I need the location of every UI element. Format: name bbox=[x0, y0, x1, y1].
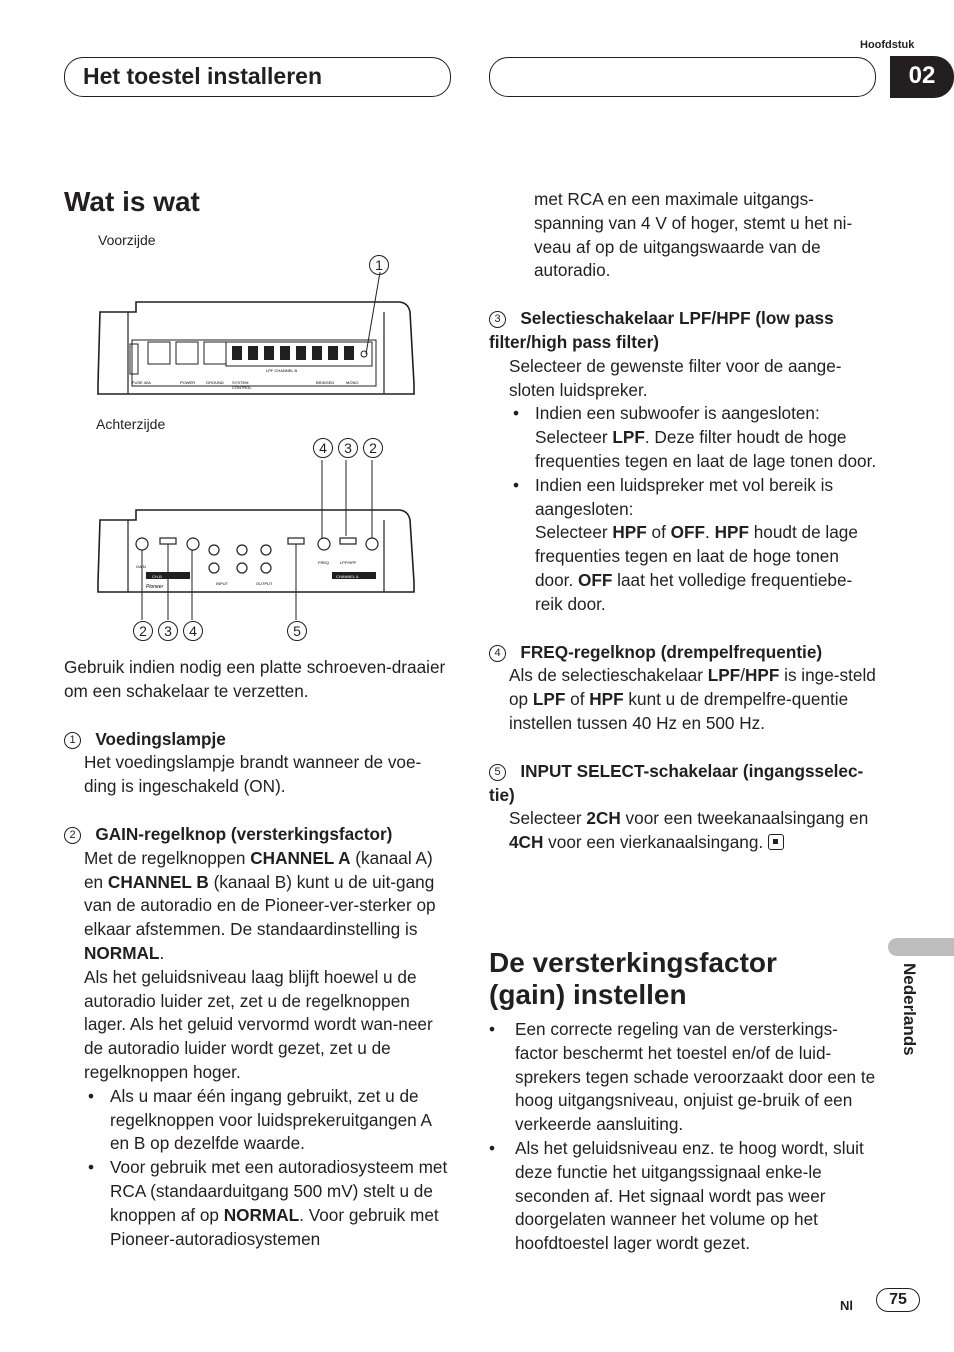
item-4-title: FREQ-regelknop (drempelfrequentie) bbox=[520, 641, 823, 662]
callout-back-5-bottom: 5 bbox=[287, 621, 307, 641]
section-title-box bbox=[64, 57, 451, 97]
item-3-bullet-2: • Indien een luidspreker met vol bereik is aangesloten: Selecteer HPF of OFF. HPF houdt de lage frequenties tegen en laat de hoge tonen door. OFF laat het volledige frequentiebe-reik door. bbox=[489, 474, 879, 617]
callout-back-3-top: 3 bbox=[338, 438, 358, 458]
gain-bullet-1: • Een correcte regeling van de versterkings-factor beschermt het toestel en/of de luid-sprekers tegen schade veroorzaakt door een te hoog uitgangsniveau, onjuist ge-bruik of een verkeerde aansluiting. bbox=[489, 1018, 879, 1137]
item-3-heading bbox=[489, 307, 879, 355]
language-label: Nederlands bbox=[900, 963, 919, 1056]
header-empty-box bbox=[489, 57, 876, 97]
left-column bbox=[64, 656, 452, 1251]
front-label-system: SYSTEM bbox=[232, 380, 249, 385]
callout-back-4-top: 4 bbox=[313, 438, 333, 458]
title-gain-line1: De versterkingsfactor bbox=[489, 947, 777, 978]
front-label-control: CONTROL bbox=[232, 385, 252, 390]
title-wat-is-wat: Wat is wat bbox=[64, 186, 200, 217]
item-4-heading bbox=[489, 641, 879, 665]
item-1-body: Het voedingslampje brandt wanneer de voe-ding is ingeschakeld (ON). bbox=[84, 752, 422, 797]
label-front: Voorzijde bbox=[98, 232, 156, 248]
front-label-power: POWER bbox=[180, 380, 196, 385]
item-5-title: INPUT SELECT-schakelaar (ingangsselec-tie) bbox=[489, 760, 864, 805]
item-3-bullet-1: • Indien een subwoofer is aangesloten: Selecteer LPF. Deze filter houdt de hoge frequenties tegen en laat de lage tonen door. bbox=[489, 402, 879, 473]
page-number: 75 bbox=[876, 1288, 920, 1312]
item-2-title: GAIN-regelknop (versterkingsfactor) bbox=[95, 823, 393, 844]
back-label-input: INPUT bbox=[216, 581, 228, 586]
section-title: Het toestel installeren bbox=[83, 63, 323, 89]
title-gain-section bbox=[489, 947, 879, 1011]
back-label-chb: CH-B bbox=[152, 574, 162, 579]
front-label-bridged: BRIDGED bbox=[316, 380, 335, 385]
back-label-gain: GAIN bbox=[136, 564, 146, 569]
gain-bullets bbox=[489, 1018, 879, 1256]
callout-back-2-bottom: 2 bbox=[133, 621, 153, 641]
callout-back-3-bottom: 3 bbox=[158, 621, 178, 641]
item-1-title: Voedingslampje bbox=[95, 728, 226, 749]
item-2-continuation: met RCA en een maximale uitgangs-spanning van 4 V of hoger, stemt u het ni-veau af op de uitgangswaarde van de autoradio. bbox=[534, 189, 853, 281]
back-label-pioneer: Pioneer bbox=[146, 584, 164, 590]
item-3-body: Selecteer de gewenste filter voor de aange-sloten luidspreker. bbox=[509, 355, 842, 400]
back-panel-diagram bbox=[96, 460, 416, 620]
back-label-output: OUTPUT bbox=[256, 581, 273, 586]
intro-text: Gebruik indien nodig een platte schroeven-draaier om een schakelaar te verzetten. bbox=[64, 657, 446, 701]
callout-front-1: 1 bbox=[369, 255, 389, 275]
callout-back-4-bottom: 4 bbox=[183, 621, 203, 641]
chapter-label: Hoofdstuk bbox=[860, 39, 915, 51]
end-of-section-icon bbox=[768, 834, 784, 850]
front-label-fuse: FUSE 40A bbox=[132, 380, 151, 385]
item-2-bullet-1: • Als u maar één ingang gebruikt, zet u de regelknoppen voor luidsprekeruitgangen A en B op dezelfde waarde. bbox=[64, 1085, 452, 1156]
footer-lang-code: Nl bbox=[840, 1298, 853, 1313]
item-1-heading bbox=[64, 728, 452, 752]
front-panel-diagram bbox=[96, 272, 416, 402]
title-gain-line2: (gain) instellen bbox=[489, 979, 687, 1010]
gain-bullet-2: • Als het geluidsniveau enz. te hoog wordt, sluit deze functie het uitgangssignaal enke-le seconden af. Het signaal wordt pas weer doorgelaten wanneer het volume op het hoofdtoestel lager wordt gezet. bbox=[489, 1137, 879, 1256]
item-1-number: 1 bbox=[64, 732, 81, 749]
item-3-title: Selectieschakelaar LPF/HPF (low pass filter/high pass filter) bbox=[489, 308, 834, 352]
front-label-mono: MONO bbox=[346, 380, 359, 385]
item-2-number: 2 bbox=[64, 827, 81, 844]
front-label-lpf: LPF CHANNEL B bbox=[266, 368, 298, 373]
item-2-body: Met de regelknoppen CHANNEL A (kanaal A) en CHANNEL B (kanaal B) kunt u de uit-gang van de autoradio en de Pioneer-ver-sterker op elkaar afstemmen. De standaardinstelling is NORMAL. bbox=[84, 847, 436, 963]
back-label-cha: CHANNEL A bbox=[336, 574, 359, 579]
item-2-bullet-2: • Voor gebruik met een autoradiosysteem met RCA (standaarduitgang 500 mV) stelt u de knoppen af op NORMAL. Voor gebruik met Pioneer-autoradiosystemen bbox=[64, 1156, 452, 1251]
front-label-ground: GROUND bbox=[206, 380, 224, 385]
item-3-number: 3 bbox=[489, 311, 506, 328]
item-4-body: Als de selectieschakelaar LPF/HPF is inge-steld op LPF of HPF kunt u de drempelfre-quentie instellen tussen 40 Hz en 500 Hz. bbox=[509, 665, 876, 733]
item-5-heading bbox=[489, 760, 879, 808]
right-column bbox=[489, 188, 879, 855]
label-back: Achterzijde bbox=[96, 416, 166, 432]
back-label-freq: FREQ bbox=[318, 560, 330, 565]
item-5-body: Selecteer 2CH voor een tweekanaalsingang en 4CH voor een vierkanaalsingang. bbox=[509, 808, 869, 853]
item-4-number: 4 bbox=[489, 645, 506, 662]
language-side-tab bbox=[888, 938, 954, 956]
item-2-heading bbox=[64, 823, 452, 847]
callout-back-2-top: 2 bbox=[363, 438, 383, 458]
back-label-lpfhpf: LPF/HPF bbox=[340, 560, 357, 565]
item-5-number: 5 bbox=[489, 764, 506, 781]
chapter-number: 02 bbox=[890, 56, 954, 98]
item-2-body2: Als het geluidsniveau laag blijft hoewel u de autoradio luider zet, zet u de regelknoppen lager. Als het geluid vervormd wordt wan-neer de autoradio luider wordt gezet, zet u de regelknoppen hoger. bbox=[84, 966, 433, 1082]
